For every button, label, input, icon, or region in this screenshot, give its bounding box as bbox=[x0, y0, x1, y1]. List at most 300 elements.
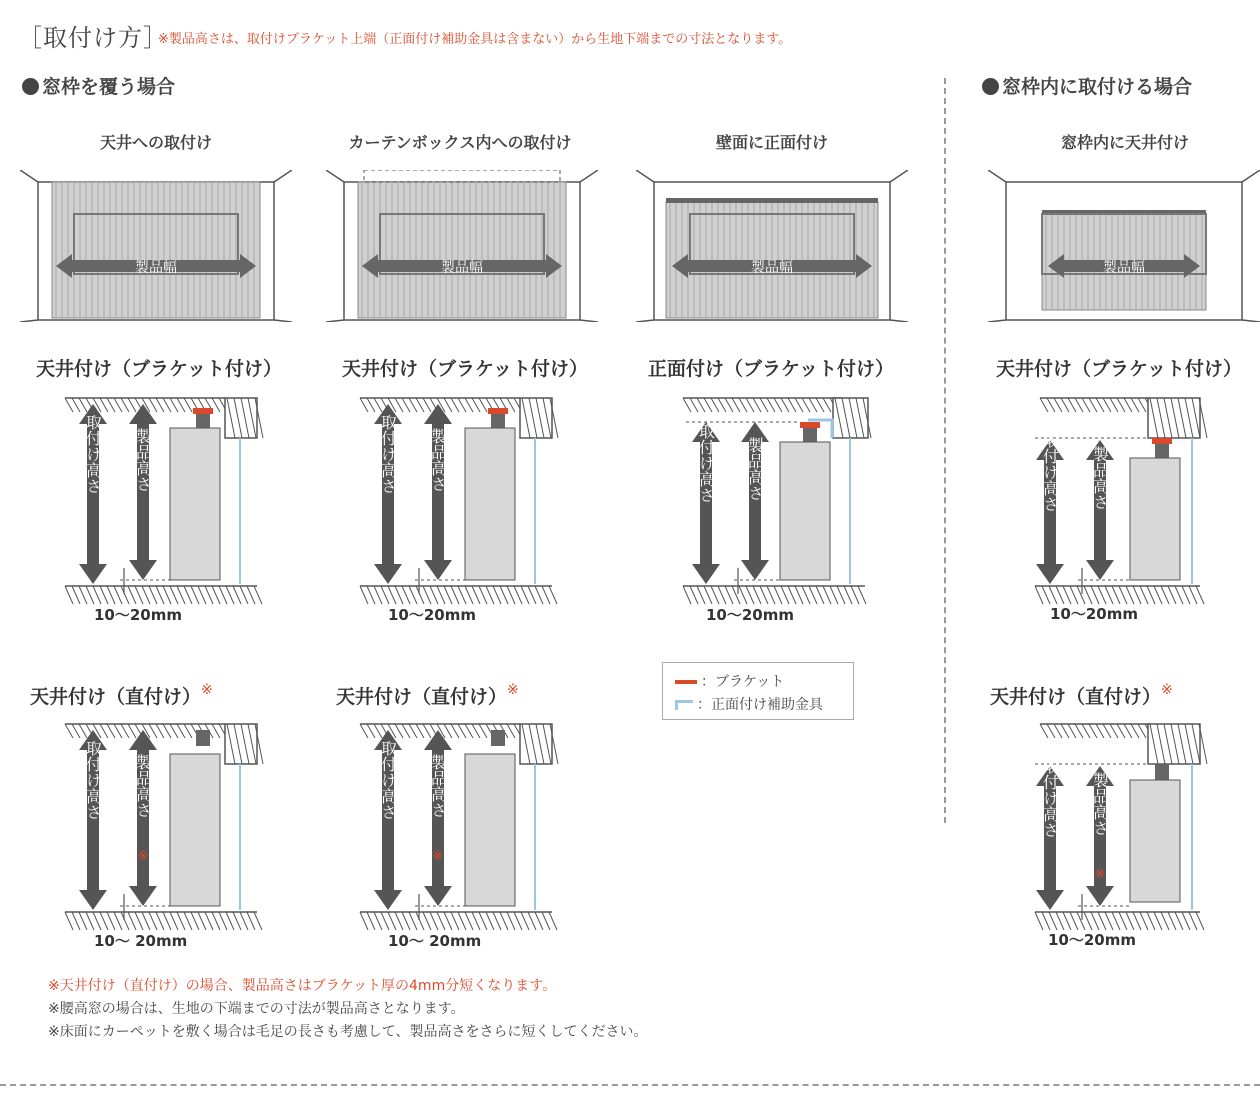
floor-hatch bbox=[535, 912, 543, 930]
ceiling-hatch bbox=[774, 398, 782, 412]
floor-hatch bbox=[219, 586, 227, 604]
gap-dimension: 10〜 20mm bbox=[94, 932, 188, 950]
asterisk-mark: ※ bbox=[201, 682, 213, 698]
ceiling-hatch bbox=[816, 398, 824, 412]
headrail bbox=[1155, 764, 1169, 780]
ceiling-hatch bbox=[360, 398, 368, 412]
ceiling-hatch bbox=[683, 398, 691, 412]
floor-hatch bbox=[128, 586, 136, 604]
ceiling-hatch bbox=[1082, 724, 1090, 738]
floor-hatch bbox=[1070, 912, 1078, 930]
floor-hatch bbox=[444, 586, 452, 604]
ceiling-hatch bbox=[479, 398, 487, 412]
floor-hatch bbox=[1140, 912, 1148, 930]
room-line bbox=[580, 170, 598, 182]
floor-hatch bbox=[500, 912, 508, 930]
ceiling-hatch bbox=[739, 398, 747, 412]
ceiling-hatch bbox=[114, 724, 122, 738]
floor-hatch bbox=[93, 586, 101, 604]
ceiling-hatch bbox=[72, 724, 80, 738]
floor-hatch bbox=[465, 586, 473, 604]
ceiling-hatch bbox=[1124, 398, 1132, 412]
floor-hatch bbox=[528, 586, 536, 604]
room-line bbox=[890, 170, 908, 182]
section-inside-frame-label: 窓枠内に取付ける場合 bbox=[1002, 76, 1193, 98]
ceiling-hatch bbox=[760, 398, 768, 412]
ceiling-hatch bbox=[423, 398, 431, 412]
method-title-direct-inside bbox=[990, 682, 1173, 709]
room-line bbox=[274, 170, 292, 182]
floor-hatch bbox=[198, 586, 206, 604]
ceiling-hatch bbox=[465, 724, 473, 738]
floor-hatch bbox=[156, 586, 164, 604]
floor-hatch bbox=[416, 912, 424, 930]
floor-hatch bbox=[1175, 586, 1183, 604]
product-width-label: 製品幅 bbox=[441, 260, 483, 276]
ceiling-hatch bbox=[451, 398, 459, 412]
ceiling-hatch bbox=[114, 398, 122, 412]
height-arrow-label: 取付け高さ bbox=[83, 740, 103, 820]
ceiling-hatch bbox=[1075, 724, 1083, 738]
headrail bbox=[491, 730, 505, 746]
floor-hatch bbox=[135, 586, 143, 604]
blind-body bbox=[170, 754, 220, 906]
floor-hatch bbox=[1049, 912, 1057, 930]
ceiling-hatch bbox=[458, 398, 466, 412]
window-illustration-wall-front bbox=[636, 170, 908, 322]
ceiling-hatch bbox=[1089, 398, 1097, 412]
height-arrow-label: 取付け高さ bbox=[83, 414, 103, 494]
room-line bbox=[20, 170, 38, 182]
floor-hatch bbox=[233, 586, 241, 604]
ceiling-hatch bbox=[1124, 724, 1132, 738]
floor-hatch bbox=[1126, 586, 1134, 604]
floor-hatch bbox=[374, 586, 382, 604]
floor-hatch bbox=[360, 586, 368, 604]
bullet-icon bbox=[982, 78, 999, 95]
floor-hatch bbox=[788, 586, 796, 604]
ceiling-hatch bbox=[360, 724, 368, 738]
floor-hatch bbox=[65, 912, 73, 930]
floor-hatch bbox=[809, 586, 817, 604]
blind-body bbox=[1130, 780, 1180, 902]
ceiling-hatch bbox=[100, 724, 108, 738]
floor-hatch bbox=[1077, 912, 1085, 930]
floor-hatch bbox=[163, 586, 171, 604]
vertical-divider bbox=[944, 78, 946, 823]
floor-hatch bbox=[472, 912, 480, 930]
ceiling-hatch bbox=[79, 724, 87, 738]
bullet-icon bbox=[22, 78, 39, 95]
ceiling-hatch bbox=[795, 398, 803, 412]
floor-hatch bbox=[149, 586, 157, 604]
floor-hatch bbox=[507, 586, 515, 604]
floor-hatch bbox=[1042, 912, 1050, 930]
diagram-direct-1 bbox=[60, 716, 270, 941]
ceiling-hatch bbox=[1110, 398, 1118, 412]
ceiling-hatch bbox=[402, 398, 410, 412]
height-arrow-label: 製品高さ bbox=[133, 428, 153, 492]
ceiling-hatch bbox=[690, 398, 698, 412]
gap-dimension: 10〜20mm bbox=[1048, 931, 1137, 949]
ceiling-hatch bbox=[781, 398, 789, 412]
floor-hatch bbox=[795, 586, 803, 604]
floor-hatch bbox=[226, 586, 234, 604]
floor-hatch bbox=[437, 912, 445, 930]
legend-front-fitting-label: ：正面付け補助金具 bbox=[697, 697, 823, 713]
diagram-bracket-1 bbox=[60, 390, 270, 615]
floor-hatch bbox=[514, 912, 522, 930]
floor-hatch bbox=[430, 586, 438, 604]
ceiling-hatch bbox=[1047, 724, 1055, 738]
ceiling-hatch bbox=[1061, 398, 1069, 412]
asterisk-mark: ※ bbox=[432, 849, 444, 864]
floor-hatch bbox=[1133, 586, 1141, 604]
floor-hatch bbox=[1084, 912, 1092, 930]
blind-body bbox=[465, 428, 515, 580]
method-title-text: 天井付け（直付け） bbox=[990, 686, 1162, 708]
ceiling-hatch bbox=[72, 398, 80, 412]
blind-body bbox=[1130, 458, 1180, 580]
ceiling-hatch bbox=[444, 724, 452, 738]
product-width-label: 製品幅 bbox=[751, 260, 793, 276]
bracket bbox=[800, 422, 820, 428]
ceiling-hatch bbox=[65, 398, 73, 412]
floor-hatch bbox=[79, 912, 87, 930]
floor-hatch bbox=[128, 912, 136, 930]
floor-hatch bbox=[1042, 586, 1050, 604]
floor-hatch bbox=[198, 912, 206, 930]
floor-hatch bbox=[521, 586, 529, 604]
ceiling-hatch bbox=[1103, 398, 1111, 412]
ceiling-hatch bbox=[809, 398, 817, 412]
floor-hatch bbox=[100, 586, 108, 604]
bracket bbox=[488, 408, 508, 414]
ceiling-hatch bbox=[409, 724, 417, 738]
ceiling-hatch bbox=[1138, 724, 1146, 738]
ceiling-hatch bbox=[184, 724, 192, 738]
height-arrow-label: 取付け高さ bbox=[378, 740, 398, 820]
section-inside-frame bbox=[982, 72, 1192, 99]
window-illustration-curtain-box bbox=[326, 170, 598, 322]
floor-hatch bbox=[1063, 586, 1071, 604]
asterisk-mark: ※ bbox=[1161, 682, 1173, 698]
floor-hatch bbox=[395, 586, 403, 604]
floor-hatch bbox=[72, 912, 80, 930]
floor-hatch bbox=[367, 586, 375, 604]
ceiling-hatch bbox=[374, 398, 382, 412]
legend-box bbox=[662, 662, 854, 720]
ceiling-hatch bbox=[1096, 398, 1104, 412]
floor-hatch bbox=[1140, 586, 1148, 604]
floor-hatch bbox=[430, 912, 438, 930]
ceiling-hatch bbox=[1096, 724, 1104, 738]
height-arrow-label: 取付け高さ bbox=[696, 423, 716, 503]
floor-hatch bbox=[774, 586, 782, 604]
floor-hatch bbox=[549, 912, 557, 930]
floor-hatch bbox=[472, 586, 480, 604]
floor-hatch bbox=[402, 586, 410, 604]
ceiling-hatch bbox=[711, 398, 719, 412]
floor-hatch bbox=[1161, 912, 1169, 930]
ceiling-hatch bbox=[163, 398, 171, 412]
floor-hatch bbox=[367, 912, 375, 930]
blind-fabric bbox=[358, 182, 566, 318]
ceiling-hatch bbox=[1110, 724, 1118, 738]
floor-hatch bbox=[374, 912, 382, 930]
floor-hatch bbox=[1147, 586, 1155, 604]
gap-dimension: 10〜20mm bbox=[1050, 605, 1139, 623]
floor-hatch bbox=[1035, 586, 1043, 604]
ceiling-hatch bbox=[170, 724, 178, 738]
legend-front-fitting bbox=[675, 694, 823, 714]
ceiling-hatch bbox=[479, 724, 487, 738]
window-illustration-inside bbox=[988, 170, 1260, 322]
ceiling-hatch bbox=[1040, 724, 1048, 738]
method-title-text: 天井付け（直付け） bbox=[30, 686, 202, 708]
height-arrow-label: 製品高さ bbox=[745, 437, 765, 501]
ceiling-hatch bbox=[444, 398, 452, 412]
caption-curtain-box: カーテンボックス内への取付け bbox=[348, 133, 572, 152]
headrail bbox=[666, 198, 878, 203]
ceiling-hatch bbox=[395, 398, 403, 412]
floor-hatch bbox=[388, 912, 396, 930]
floor-hatch bbox=[844, 586, 852, 604]
floor-hatch bbox=[240, 586, 248, 604]
product-width-label: 製品幅 bbox=[135, 260, 177, 276]
ceiling-hatch bbox=[1040, 398, 1048, 412]
ceiling-hatch bbox=[212, 724, 220, 738]
ceiling-hatch bbox=[374, 724, 382, 738]
floor-hatch bbox=[486, 586, 494, 604]
ceiling-hatch bbox=[1068, 724, 1076, 738]
floor-hatch bbox=[1196, 586, 1204, 604]
diagram-front bbox=[678, 390, 878, 615]
ceiling-hatch bbox=[704, 398, 712, 412]
ceiling-hatch bbox=[163, 724, 171, 738]
floor-hatch bbox=[177, 912, 185, 930]
headrail bbox=[196, 730, 210, 746]
height-arrow-label: 取付け高さ bbox=[1040, 758, 1060, 838]
floor-hatch bbox=[402, 912, 410, 930]
floor-hatch bbox=[1049, 586, 1057, 604]
gap-dimension: 10〜20mm bbox=[706, 606, 795, 624]
ceiling-hatch bbox=[753, 398, 761, 412]
ceiling-hatch bbox=[718, 398, 726, 412]
floor-hatch bbox=[781, 586, 789, 604]
section-cover-frame-label: 窓枠を覆う場合 bbox=[42, 76, 176, 98]
floor-hatch bbox=[1182, 912, 1190, 930]
floor-hatch bbox=[1091, 586, 1099, 604]
floor-hatch bbox=[1098, 912, 1106, 930]
floor-hatch bbox=[535, 586, 543, 604]
floor-hatch bbox=[1098, 586, 1106, 604]
ceiling-hatch bbox=[1117, 398, 1125, 412]
gap-dimension: 10〜20mm bbox=[388, 606, 477, 624]
floor-hatch bbox=[142, 586, 150, 604]
bracket-swatch-icon bbox=[675, 680, 697, 684]
room-line bbox=[988, 170, 1006, 182]
floor-hatch bbox=[528, 912, 536, 930]
ceiling-hatch bbox=[1131, 724, 1139, 738]
ceiling-hatch bbox=[121, 398, 129, 412]
legend-bracket bbox=[675, 671, 784, 691]
floor-hatch bbox=[437, 586, 445, 604]
method-title-bracket-1: 天井付け（ブラケット付け） bbox=[36, 358, 283, 380]
floor-hatch bbox=[149, 912, 157, 930]
ceiling-hatch bbox=[177, 724, 185, 738]
ceiling-hatch bbox=[1082, 398, 1090, 412]
floor-hatch bbox=[830, 586, 838, 604]
ceiling-hatch bbox=[395, 724, 403, 738]
floor-hatch bbox=[1119, 586, 1127, 604]
floor-hatch bbox=[86, 586, 94, 604]
fitting-swatch-icon bbox=[675, 700, 693, 710]
floor-hatch bbox=[205, 586, 213, 604]
ceiling-hatch bbox=[79, 398, 87, 412]
ceiling-hatch bbox=[697, 398, 705, 412]
floor-hatch bbox=[746, 586, 754, 604]
room-line bbox=[636, 320, 654, 322]
floor-hatch bbox=[1168, 586, 1176, 604]
legend-bracket-label: ：ブラケット bbox=[701, 674, 785, 690]
blind-body bbox=[780, 442, 830, 580]
floor-hatch bbox=[1091, 912, 1099, 930]
ceiling-hatch bbox=[823, 398, 831, 412]
floor-hatch bbox=[121, 912, 129, 930]
floor-hatch bbox=[360, 912, 368, 930]
height-arrow-label: 取付け高さ bbox=[378, 414, 398, 494]
floor-hatch bbox=[65, 586, 73, 604]
blind-body bbox=[170, 428, 220, 580]
floor-hatch bbox=[72, 586, 80, 604]
ceiling-hatch bbox=[1047, 398, 1055, 412]
floor-hatch bbox=[549, 586, 557, 604]
floor-hatch bbox=[170, 586, 178, 604]
height-arrow-label: 製品高さ bbox=[428, 428, 448, 492]
floor-hatch bbox=[1056, 912, 1064, 930]
floor-hatch bbox=[205, 912, 213, 930]
floor-hatch bbox=[451, 586, 459, 604]
ceiling-hatch bbox=[212, 398, 220, 412]
ceiling-hatch bbox=[507, 724, 515, 738]
ceiling-hatch bbox=[423, 724, 431, 738]
diagram-bracket-2 bbox=[355, 390, 565, 615]
ceiling-hatch bbox=[802, 398, 810, 412]
asterisk-mark: ※ bbox=[507, 682, 519, 698]
floor-hatch bbox=[500, 586, 508, 604]
ceiling-hatch bbox=[732, 398, 740, 412]
height-arrow-label: 取付け高さ bbox=[1040, 432, 1060, 512]
floor-hatch bbox=[1077, 586, 1085, 604]
caption-ceiling: 天井への取付け bbox=[99, 133, 212, 152]
floor-hatch bbox=[1112, 586, 1120, 604]
floor-hatch bbox=[107, 912, 115, 930]
floor-hatch bbox=[816, 586, 824, 604]
method-title-direct-1 bbox=[30, 682, 213, 709]
floor-hatch bbox=[416, 586, 424, 604]
room-line bbox=[1242, 170, 1260, 182]
floor-hatch bbox=[86, 912, 94, 930]
section-cover-frame bbox=[22, 72, 175, 99]
floor-hatch bbox=[823, 586, 831, 604]
floor-hatch bbox=[458, 912, 466, 930]
floor-hatch bbox=[690, 586, 698, 604]
height-arrow-label: 製品高さ bbox=[133, 754, 153, 818]
ceiling-hatch bbox=[184, 398, 192, 412]
gap-dimension: 10〜20mm bbox=[94, 606, 183, 624]
floor-hatch bbox=[507, 912, 515, 930]
floor-hatch bbox=[1105, 912, 1113, 930]
ceiling-hatch bbox=[725, 398, 733, 412]
floor-hatch bbox=[388, 586, 396, 604]
floor-hatch bbox=[1196, 912, 1204, 930]
method-title-text: 天井付け（直付け） bbox=[336, 686, 508, 708]
floor-hatch bbox=[177, 586, 185, 604]
footnote-1: ※天井付け（直付け）の場合、製品高さはブラケット厚の4mm分短くなります。 bbox=[48, 978, 557, 994]
floor-hatch bbox=[247, 586, 255, 604]
ceiling-hatch bbox=[507, 398, 515, 412]
ceiling-hatch bbox=[1068, 398, 1076, 412]
floor-hatch bbox=[1035, 912, 1043, 930]
ceiling-hatch bbox=[788, 398, 796, 412]
floor-hatch bbox=[479, 586, 487, 604]
product-width-label: 製品幅 bbox=[1103, 260, 1145, 276]
ceiling-hatch bbox=[416, 724, 424, 738]
floor-hatch bbox=[753, 586, 761, 604]
ceiling-hatch bbox=[149, 724, 157, 738]
floor-hatch bbox=[760, 586, 768, 604]
floor-hatch bbox=[1119, 912, 1127, 930]
caption-wall-front: 壁面に正面付け bbox=[715, 133, 828, 152]
floor-hatch bbox=[1189, 586, 1197, 604]
floor-hatch bbox=[423, 912, 431, 930]
floor-hatch bbox=[479, 912, 487, 930]
floor-hatch bbox=[423, 586, 431, 604]
floor-hatch bbox=[493, 586, 501, 604]
room-line bbox=[1242, 320, 1260, 322]
ceiling-hatch bbox=[100, 398, 108, 412]
blind-fabric bbox=[52, 182, 260, 318]
floor-hatch bbox=[1168, 912, 1176, 930]
ceiling-hatch bbox=[1075, 398, 1083, 412]
floor-hatch bbox=[254, 912, 262, 930]
floor-hatch bbox=[254, 586, 262, 604]
diagram-direct-2 bbox=[355, 716, 565, 941]
floor-hatch bbox=[1056, 586, 1064, 604]
method-title-bracket-2: 天井付け（ブラケット付け） bbox=[342, 358, 589, 380]
ceiling-hatch bbox=[367, 724, 375, 738]
bracket bbox=[193, 408, 213, 414]
floor-hatch bbox=[114, 586, 122, 604]
ceiling-hatch bbox=[409, 398, 417, 412]
method-title-bracket-inside: 天井付け（ブラケット付け） bbox=[996, 358, 1243, 380]
floor-hatch bbox=[683, 586, 691, 604]
floor-hatch bbox=[1189, 912, 1197, 930]
floor-hatch bbox=[233, 912, 241, 930]
floor-hatch bbox=[395, 912, 403, 930]
floor-hatch bbox=[93, 912, 101, 930]
ceiling-hatch bbox=[107, 398, 115, 412]
floor-hatch bbox=[802, 586, 810, 604]
floor-hatch bbox=[121, 586, 129, 604]
floor-hatch bbox=[767, 586, 775, 604]
floor-hatch bbox=[247, 912, 255, 930]
floor-hatch bbox=[170, 912, 178, 930]
floor-hatch bbox=[711, 586, 719, 604]
floor-hatch bbox=[704, 586, 712, 604]
floor-hatch bbox=[212, 912, 220, 930]
